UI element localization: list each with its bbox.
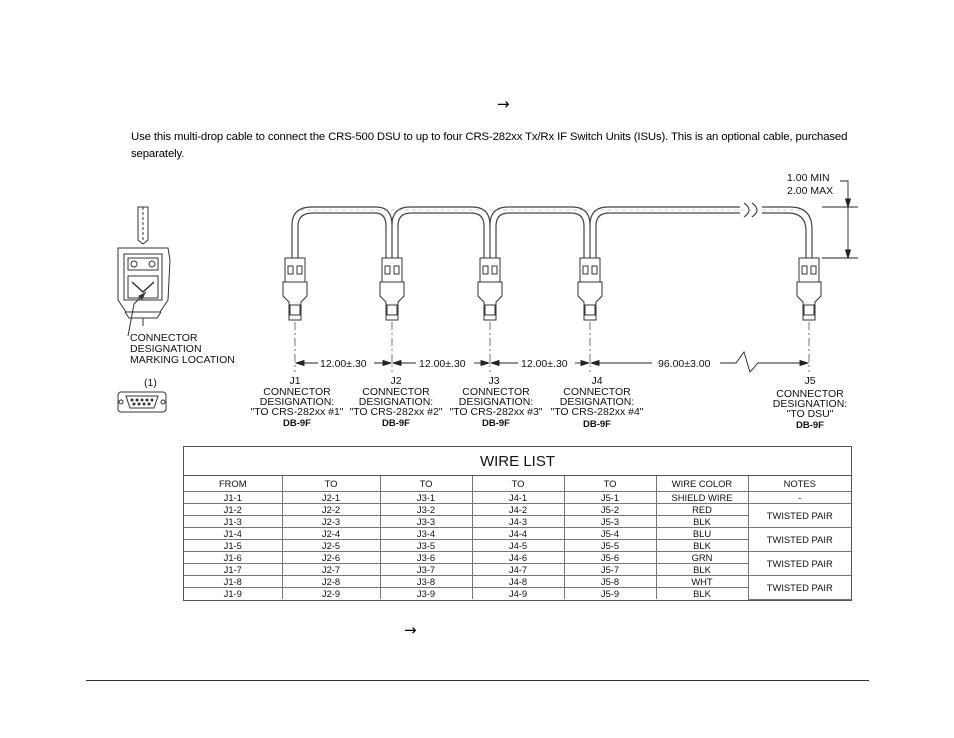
- dim-j3-j4: 12.00±.30: [521, 358, 568, 370]
- connector-j2-line-3: "TO CRS-282xx #2": [349, 406, 443, 418]
- connector-j2-line-2: DESIGNATION:: [358, 396, 434, 408]
- connector-body-j5: [797, 258, 821, 320]
- connector-j2-line-1: CONNECTOR: [362, 386, 430, 398]
- dim-j4-j5: 96.00±3.00: [658, 358, 711, 370]
- db9-front-view-icon: [118, 392, 166, 412]
- notes-cell: -: [748, 492, 851, 504]
- cell: J1-3: [184, 516, 282, 528]
- cell: J3-3: [380, 516, 472, 528]
- connector-j5-line-3: "TO DSU": [786, 408, 834, 420]
- cell: J1-4: [184, 528, 282, 540]
- arrow-glyph-bottom: →: [404, 621, 417, 639]
- cell: J2-8: [282, 576, 380, 588]
- connector-id-j1: J1: [289, 375, 301, 387]
- dimension-lines: [296, 181, 858, 372]
- wire-color-cell: BLU: [656, 528, 748, 540]
- cell: J4-7: [472, 564, 564, 576]
- cell: J4-3: [472, 516, 564, 528]
- intro-paragraph: Use this multi-drop cable to connect the CRS-500 DSU to up to four CRS-282xx Tx/Rx IF Switch Units (ISUs). This is an optional cable, purchased separately.: [131, 131, 848, 160]
- wire-color-cell: WHT: [656, 576, 748, 588]
- table-row: [184, 576, 851, 588]
- connector-id-j3: J3: [488, 375, 500, 387]
- cell: J1-5: [184, 540, 282, 552]
- marking-label-line-3: MARKING LOCATION: [130, 354, 235, 366]
- connector-j1-line-1: CONNECTOR: [263, 386, 331, 398]
- cell: J4-2: [472, 504, 564, 516]
- cell: J5-7: [564, 564, 656, 576]
- cell: J3-6: [380, 552, 472, 564]
- table-row: [184, 528, 851, 540]
- cell: J2-4: [282, 528, 380, 540]
- dim-j1-j2: 12.00±.30: [320, 358, 367, 370]
- wire-color-cell: BLK: [656, 564, 748, 576]
- connector-j2-type: DB-9F: [382, 418, 410, 429]
- header-to-4: TO: [564, 476, 656, 492]
- connector-j1-line-3: "TO CRS-282xx #1": [250, 406, 344, 418]
- cell: J4-4: [472, 528, 564, 540]
- cell: J5-5: [564, 540, 656, 552]
- cell: J5-1: [564, 492, 656, 504]
- cell: J1-7: [184, 564, 282, 576]
- pinout-label: (1): [144, 377, 157, 389]
- connector-body-j3: [478, 258, 502, 320]
- footer-divider: [86, 680, 869, 681]
- cell: J5-9: [564, 588, 656, 600]
- cell: J3-2: [380, 504, 472, 516]
- cell: J2-6: [282, 552, 380, 564]
- connector-j4-type: DB-9F: [583, 419, 611, 430]
- header-to-3: TO: [472, 476, 564, 492]
- cell: J4-1: [472, 492, 564, 504]
- connector-id-j4: J4: [591, 375, 603, 387]
- connector-body-j4: [578, 258, 602, 320]
- cell: J3-7: [380, 564, 472, 576]
- connector-j3-line-3: "TO CRS-282xx #3": [449, 406, 543, 418]
- cell: J4-8: [472, 576, 564, 588]
- dim-j2-j3: 12.00±.30: [419, 358, 466, 370]
- connector-j3-line-2: DESIGNATION:: [458, 396, 534, 408]
- cell: J3-4: [380, 528, 472, 540]
- wire-list-header-row: [184, 476, 851, 492]
- cell: J3-5: [380, 540, 472, 552]
- connector-j3-type: DB-9F: [482, 418, 510, 429]
- cell: J1-6: [184, 552, 282, 564]
- cell: J3-8: [380, 576, 472, 588]
- cell: J2-3: [282, 516, 380, 528]
- header-notes: NOTES: [748, 476, 851, 492]
- wire-color-cell: GRN: [656, 552, 748, 564]
- connector-j5-type: DB-9F: [796, 420, 824, 431]
- cell: J2-1: [282, 492, 380, 504]
- connector-j3-line-1: CONNECTOR: [462, 386, 530, 398]
- connector-j4-line-3: "TO CRS-282xx #4": [550, 406, 644, 418]
- max-label: 2.00 MAX: [787, 185, 834, 197]
- header-to-2: TO: [380, 476, 472, 492]
- connector-j1-line-2: DESIGNATION:: [259, 396, 335, 408]
- notes-cell: TWISTED PAIR: [748, 552, 851, 576]
- marking-label-line-1: CONNECTOR: [130, 332, 198, 344]
- cell: J2-7: [282, 564, 380, 576]
- connector-j4-line-1: CONNECTOR: [563, 386, 631, 398]
- cell: J5-8: [564, 576, 656, 588]
- notes-cell: TWISTED PAIR: [748, 528, 851, 552]
- wire-list-title: WIRE LIST: [184, 447, 851, 476]
- cell: J5-2: [564, 504, 656, 516]
- connector-id-j5: J5: [804, 375, 816, 387]
- wire-color-cell: SHIELD WIRE: [656, 492, 748, 504]
- cell: J1-8: [184, 576, 282, 588]
- min-label: 1.00 MIN: [787, 172, 830, 184]
- arrow-glyph-top: →: [497, 95, 510, 113]
- cell: J3-1: [380, 492, 472, 504]
- wire-color-cell: RED: [656, 504, 748, 516]
- header-from: FROM: [184, 476, 282, 492]
- side-view-connector: [118, 207, 170, 326]
- table-row: [184, 504, 851, 516]
- connector-j1-type: DB-9F: [283, 418, 311, 429]
- marking-label-line-2: DESIGNATION: [130, 343, 202, 355]
- connector-j5-line-2: DESIGNATION:: [772, 398, 848, 410]
- connector-body-j2: [380, 258, 404, 320]
- cable-run: [292, 203, 812, 258]
- cell: J4-6: [472, 552, 564, 564]
- connector-id-j2: J2: [390, 375, 402, 387]
- table-row: [184, 492, 851, 504]
- notes-cell: TWISTED PAIR: [748, 504, 851, 528]
- cell: J3-9: [380, 588, 472, 600]
- cell: J1-2: [184, 504, 282, 516]
- table-row: [184, 552, 851, 564]
- connector-j5-line-1: CONNECTOR: [776, 388, 844, 400]
- cell: J2-2: [282, 504, 380, 516]
- notes-cell: TWISTED PAIR: [748, 576, 851, 600]
- header-wire-color: WIRE COLOR: [656, 476, 748, 492]
- cell: J5-6: [564, 552, 656, 564]
- cell: J2-5: [282, 540, 380, 552]
- header-to-1: TO: [282, 476, 380, 492]
- connector-body-j1: [283, 258, 307, 320]
- cell: J5-4: [564, 528, 656, 540]
- wire-color-cell: BLK: [656, 588, 748, 600]
- connector-j4-line-2: DESIGNATION:: [559, 396, 635, 408]
- cell: J1-9: [184, 588, 282, 600]
- cell: J4-5: [472, 540, 564, 552]
- wire-color-cell: BLK: [656, 516, 748, 528]
- cell: J1-1: [184, 492, 282, 504]
- wire-color-cell: BLK: [656, 540, 748, 552]
- cell: J2-9: [282, 588, 380, 600]
- cell: J4-9: [472, 588, 564, 600]
- cell: J5-3: [564, 516, 656, 528]
- wire-list-table: [183, 446, 852, 601]
